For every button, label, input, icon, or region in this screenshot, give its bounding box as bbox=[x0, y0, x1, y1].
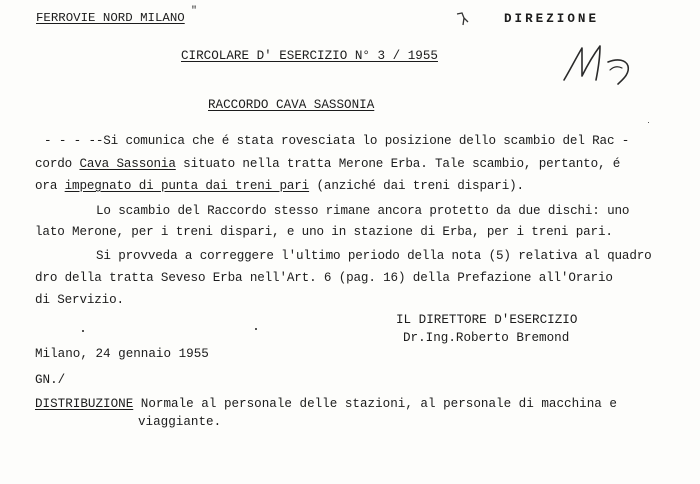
department-title: DIREZIONE bbox=[504, 12, 600, 26]
company-name: FERROVIE NORD MILANO bbox=[36, 11, 185, 25]
distribution-label: DISTRIBUZIONE bbox=[35, 397, 134, 411]
handwritten-mark-icon bbox=[454, 10, 474, 28]
director-title: IL DIRETTORE D'ESERCIZIO bbox=[396, 313, 578, 327]
document-date: Milano, 24 gennaio 1955 bbox=[35, 347, 209, 361]
text-segment: situato nella tratta Merone Erba. Tale scambio, pertanto, é bbox=[175, 157, 621, 171]
handwritten-signature-icon bbox=[560, 40, 650, 88]
distribution-line-2: viaggiante. bbox=[138, 415, 222, 429]
underlined-impegnato: impegnato di punta dai treni pari bbox=[64, 179, 310, 193]
paragraph-3-line-3: di Servizio. bbox=[35, 293, 124, 307]
text-segment: (anziché dai treni dispari). bbox=[309, 179, 524, 193]
director-name: Dr.Ing.Roberto Bremond bbox=[403, 331, 570, 345]
paragraph-1-line-3 bbox=[35, 180, 524, 193]
paragraph-1-line-2 bbox=[35, 158, 620, 171]
text-segment: ora bbox=[35, 179, 65, 193]
paragraph-1-line-1: - - - --Si comunica che é stata rovesciata lo posizione dello scambio del Rac - bbox=[44, 134, 630, 148]
paragraph-3-line-2: dro della tratta Seveso Erba nell'Art. 6 (pag. 16) della Prefazione all'Orario bbox=[35, 271, 613, 285]
underlined-cava-sassonia: Cava Sassonia bbox=[79, 157, 176, 171]
scan-speck bbox=[82, 330, 84, 332]
scan-speck bbox=[648, 122, 649, 123]
text-segment: cordo bbox=[35, 157, 80, 171]
paragraph-2-line-1: Lo scambio del Raccordo stesso rimane ancora protetto da due dischi: uno bbox=[96, 204, 630, 218]
distribution-line-1 bbox=[35, 398, 617, 411]
header-tick: " bbox=[191, 6, 198, 17]
paragraph-3-line-1: Si provveda a correggere l'ultimo periodo della nota (5) relativa al quadro bbox=[96, 249, 652, 263]
typist-initials: GN./ bbox=[35, 373, 66, 387]
scan-speck bbox=[255, 328, 257, 330]
circular-title: CIRCOLARE D' ESERCIZIO N° 3 / 1955 bbox=[181, 49, 438, 63]
subject-title: RACCORDO CAVA SASSONIA bbox=[208, 98, 375, 112]
distribution-text: Normale al personale delle stazioni, al personale di macchina e bbox=[133, 397, 617, 411]
paragraph-2-line-2: lato Merone, per i treni dispari, e uno in stazione di Erba, per i treni pari. bbox=[35, 225, 613, 239]
